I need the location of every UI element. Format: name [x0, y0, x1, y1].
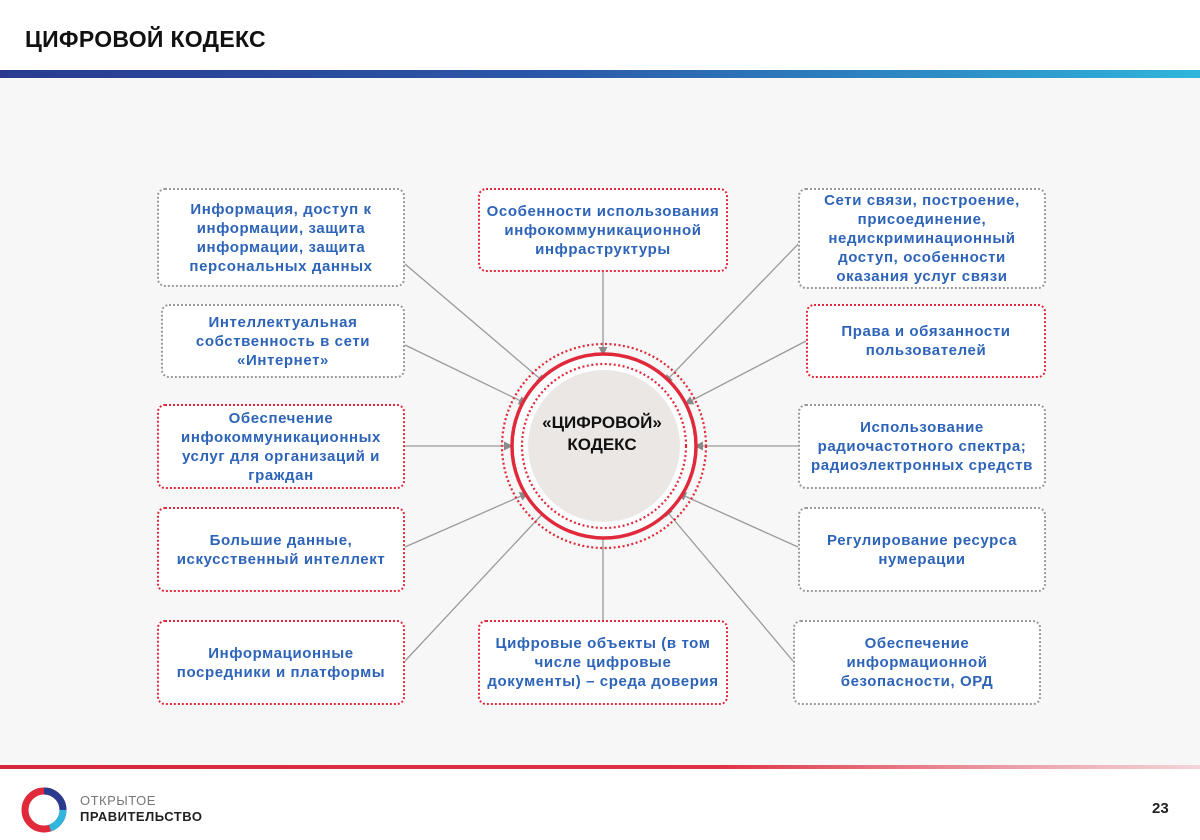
box-info-access: Информация, доступ к информации, защита информации, защита персональных данных [157, 188, 405, 287]
box-numbering: Регулирование ресурса нумерации [798, 507, 1046, 592]
box-networks: Сети связи, построение, присоединение, недискриминационный доступ, особенности оказания услуг связи [798, 188, 1046, 289]
connector-ip [405, 345, 527, 404]
footer-org-name [80, 793, 202, 825]
open-government-logo-icon [20, 786, 68, 834]
center-label-line1: «ЦИФРОВОЙ» [542, 413, 662, 432]
box-digital-objects: Цифровые объекты (в том числе цифровые документы) – среда доверия [478, 620, 728, 705]
footer-gradient-bar [0, 765, 1200, 769]
footer-org-line2: ПРАВИТЕЛЬСТВО [80, 809, 203, 824]
connector-bigdata [405, 493, 528, 547]
footer-org-line1: ОТКРЫТОЕ [80, 793, 156, 808]
box-infra: Особенности использования инфокоммуникационной инфраструктуры [478, 188, 728, 272]
center-label-line2: КОДЕКС [567, 435, 637, 454]
box-services: Обеспечение инфокоммуникационных услуг для организаций и граждан [157, 404, 405, 489]
connector-numbering [678, 493, 798, 547]
connector-rights [685, 341, 806, 404]
center-label [520, 412, 684, 456]
box-platforms: Информационные посредники и платформы [157, 620, 405, 705]
box-ip: Интеллектуальная собственность в сети «Интернет» [161, 304, 405, 378]
box-security: Обеспечение информационной безопасности, ОРД [793, 620, 1041, 705]
page-number: 23 [1152, 800, 1169, 817]
box-spectrum: Использование радиочастотного спектра; радиоэлектронных средств [798, 404, 1046, 489]
box-rights: Права и обязанности пользователей [806, 304, 1046, 378]
page-title: ЦИФРОВОЙ КОДЕКС [25, 26, 266, 52]
box-bigdata: Большие данные, искусственный интеллект [157, 507, 405, 592]
